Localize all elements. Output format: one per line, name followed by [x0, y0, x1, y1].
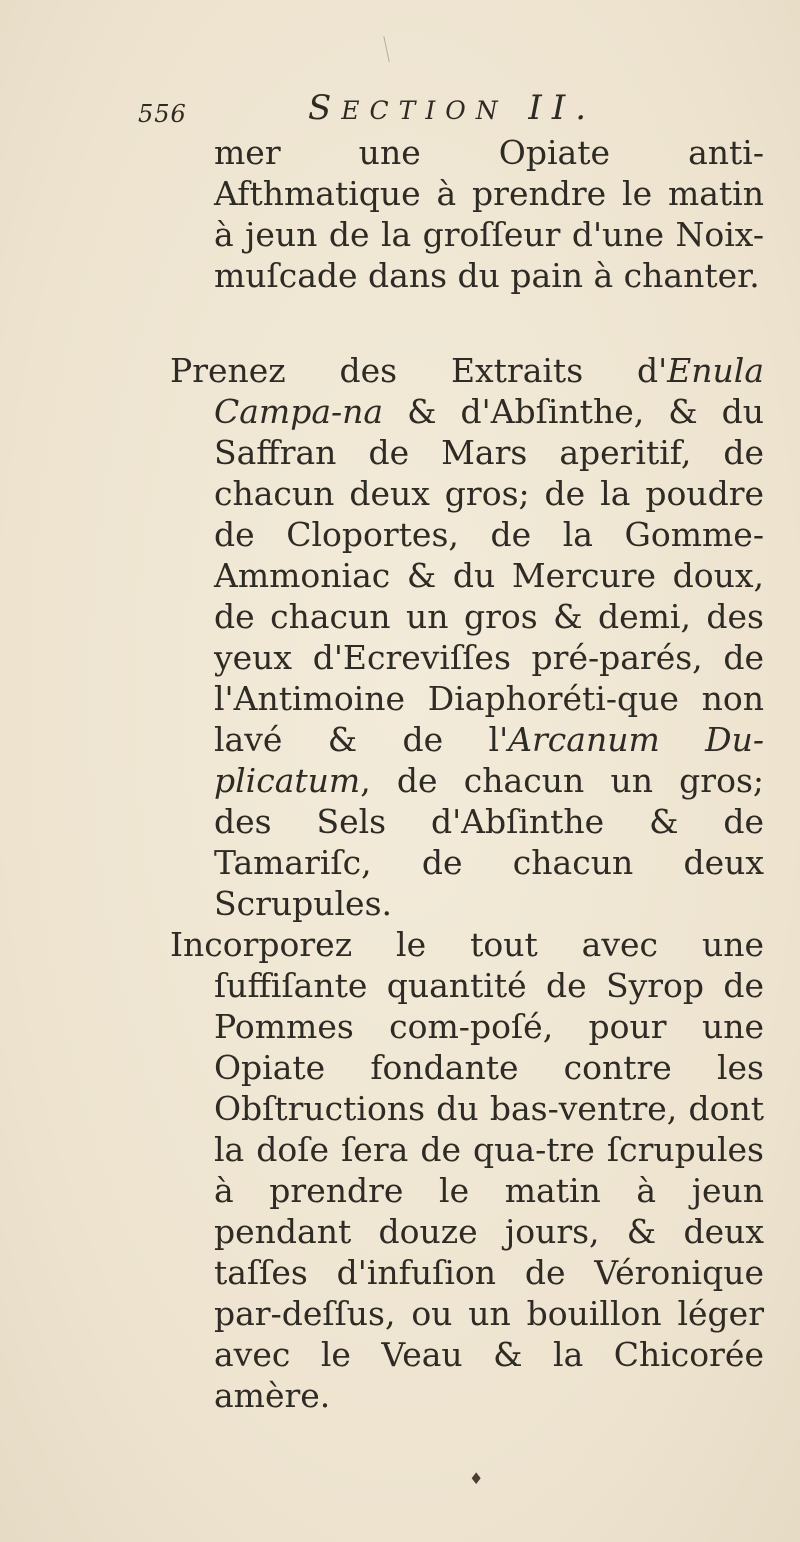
- recipe-one-ingredients: & d'Abſinthe, & du Saffran de Mars aperitif, de chacun deux gros; de la poudre de Cloportes, de la Gomme-Ammoniac & du Mercure doux, de chacun un gros & demi, des yeux d'Ecreviſſes pré-parés, de l'Antimoine Diaphoréti-que non lavé & de l': [214, 392, 764, 759]
- paragraph-recipe-one: [170, 350, 764, 924]
- recipe-one-latin-term-2: Arcanum Du-plicatum: [214, 720, 764, 800]
- recipe-one-intro: Prenez des Extraits d': [170, 351, 668, 390]
- section-heading: [308, 88, 596, 128]
- ornament-mark: ♦: [469, 1469, 484, 1488]
- section-number: II.: [528, 88, 597, 128]
- section-heading-initial: S: [308, 88, 342, 128]
- page-crease: [383, 36, 389, 62]
- page-number: 556: [138, 100, 187, 128]
- running-header: [120, 88, 720, 132]
- paragraph-instructions: Incorporez le tout avec une ſuffiſante quantité de Syrop de Pommes com-poſé, pour une Opiate fondante contre les Obſtructions du bas-ventre, dont la doſe ſera de qua-tre ſcrupules à prendre le matin à jeun pendant douze jours, & deux taſſes d'infuſion de Véronique par-deſſus, ou un bouillon léger avec le Veau & la Chicorée amère.: [170, 925, 764, 1415]
- body-text: [170, 132, 764, 1416]
- recipe-one-latin-term: Enula Campa-na: [214, 351, 764, 431]
- recipe-one-end: , de chacun un gros; des Sels d'Abſinthe & de Tamariſc, de chacun deux Scrupules.: [214, 761, 764, 923]
- section-heading-rest: ECTION: [341, 96, 508, 125]
- paragraph-continuation: mer une Opiate anti-Afthmatique à prendre le matin à jeun de la groſſeur d'une Noix-muſcade dans du pain à chanter.: [214, 133, 764, 295]
